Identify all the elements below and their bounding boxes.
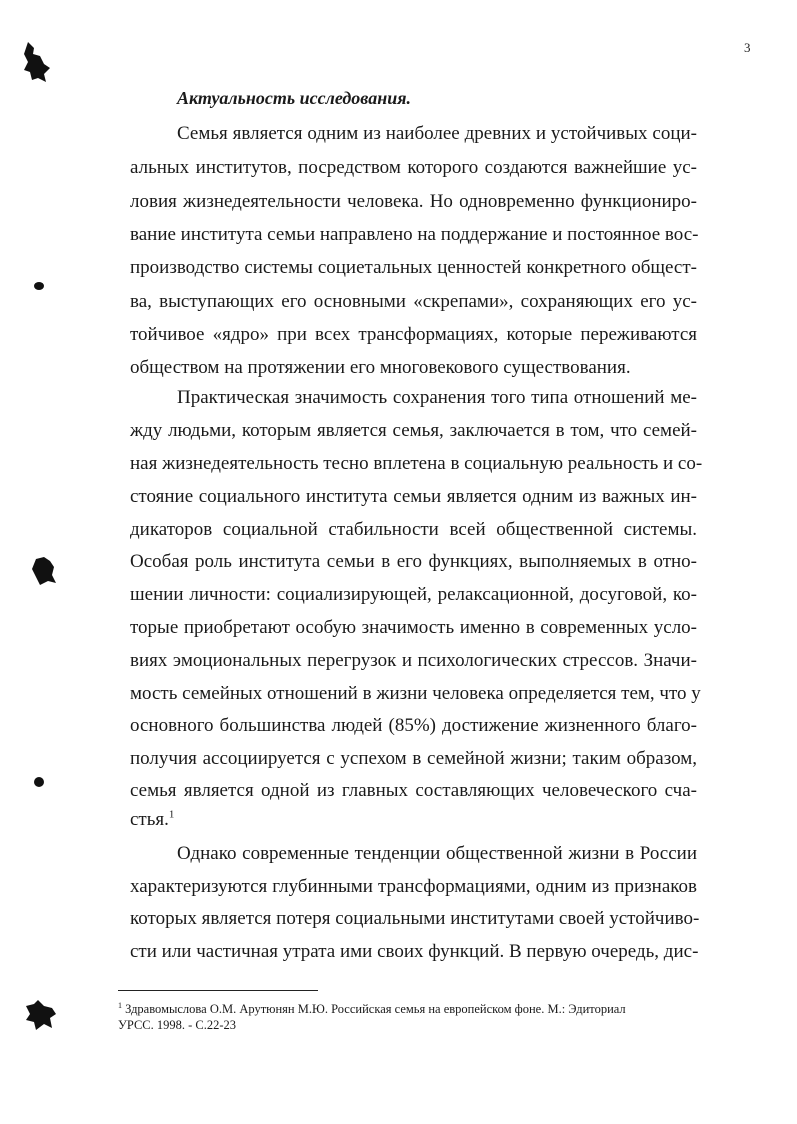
footnote-line-2: УРСС. 1998. - С.22-23 (118, 1018, 237, 1032)
text-line: ловия жизнедеятельности человека. Но одновременно функциониро- (130, 191, 697, 212)
text-line: Особая роль института семьи в его функциях, выполняемых в отно- (130, 551, 697, 572)
text-line: обществом на протяжении его многовекового существования. (130, 357, 631, 378)
text-line: виях эмоциональных перегрузок и психологических стрессов. Значи- (130, 650, 697, 671)
footnote-line-1 (118, 1002, 688, 1017)
text-line: Семья является одним из наиболее древних и устойчивых соци- (177, 123, 697, 144)
scan-blot-dot-1 (33, 281, 45, 291)
text-line: вание института семьи направлено на поддержание и постоянное вос- (130, 224, 699, 245)
text-line: ва, выступающих его основными «скрепами», сохраняющих его ус- (130, 291, 697, 312)
text-line-with-footnote (130, 808, 697, 832)
text-line: стояние социального института семьи является одним из важных ин- (130, 486, 697, 507)
scan-blot-mid (30, 555, 58, 587)
text-line: альных институтов, посредством которого создаются важнейшие ус- (130, 157, 697, 178)
text-line: тойчивое «ядро» при всех трансформациях, которые переживаются (130, 324, 697, 345)
text-line: шении личности: социализирующей, релаксационной, досуговой, ко- (130, 584, 697, 605)
scan-blot-top (20, 40, 54, 84)
page-number: 3 (744, 40, 751, 55)
section-heading-text: Актуальность исследования (177, 88, 407, 108)
text-line-end: стья. (130, 809, 169, 830)
text-line: жду людьми, которым является семья, заключается в том, что семей- (130, 420, 697, 441)
text-line: Однако современные тенденции общественной жизни в России (177, 843, 697, 864)
text-line: производство системы социетальных ценностей конкретного общест- (130, 257, 697, 278)
text-line: семья является одной из главных составляющих человеческого сча- (130, 780, 697, 801)
text-line: Практическая значимость сохранения того типа отношений ме- (177, 387, 697, 408)
text-line: дикаторов социальной стабильности всей общественной системы. (130, 519, 697, 540)
scan-blot-bottom (22, 998, 58, 1032)
text-line: торые приобретают особую значимость именно в современных усло- (130, 617, 697, 638)
text-line: основного большинства людей (85%) достижение жизненного благо- (130, 715, 697, 736)
section-heading (177, 88, 411, 109)
footnote-reference[interactable]: 1 (168, 808, 175, 821)
text-line: характеризуются глубинными трансформациями, одним из признаков (130, 876, 697, 897)
text-line: получия ассоциируется с успехом в семейной жизни; таким образом, (130, 748, 697, 769)
text-line: сти или частичная утрата ими своих функций. В первую очередь, дис- (130, 941, 699, 962)
text-line: мость семейных отношений в жизни человека определяется тем, что у (130, 683, 701, 704)
text-line: ная жизнедеятельность тесно вплетена в социальную реальность и со- (130, 453, 703, 474)
footnote-mark: 1 (118, 1000, 122, 1010)
section-heading-period: . (406, 88, 411, 108)
text-line: которых является потеря социальными институтами своей устойчиво- (130, 908, 700, 929)
footnote-divider (118, 990, 318, 991)
footnote-text: Здравомыслова О.М. Арутюнян М.Ю. Российская семья на европейском фоне. М.: Эдиториал (125, 1002, 626, 1016)
scan-blot-dot-2 (33, 776, 45, 788)
